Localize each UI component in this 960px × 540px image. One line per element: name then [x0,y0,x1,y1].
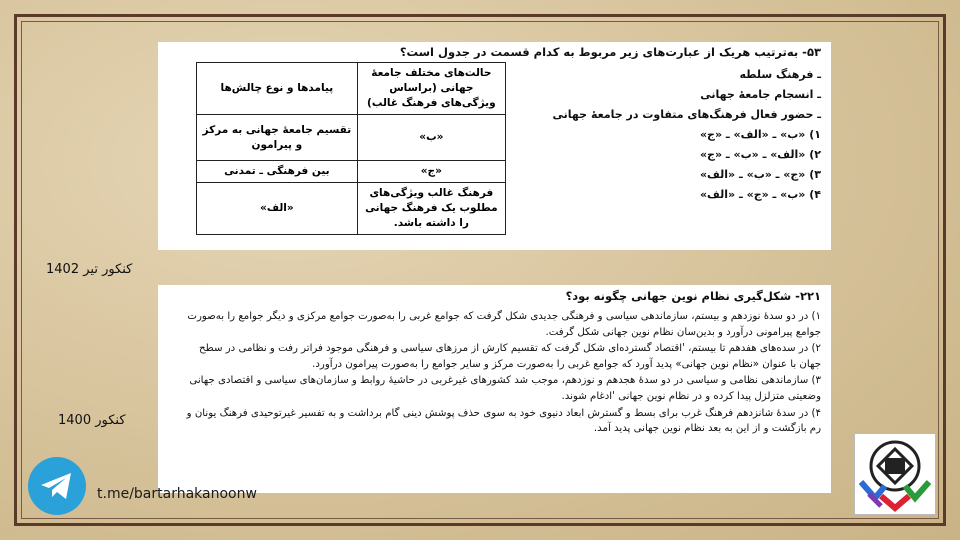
telegram-link[interactable]: t.me/bartarhakanoonw [97,486,257,502]
question-1-item: ـ حضور فعال فرهنگ‌های متفاوت در جامعهٔ جهانی [552,108,821,121]
question-2-number: ۲۲۱- [795,289,821,303]
table-cell: تقسیم جامعهٔ جهانی به مرکز و پیرامون [197,115,358,161]
table-cell: «ب» [357,115,505,161]
table-cell: بین فرهنگی ـ تمدنی [197,161,358,183]
question-2-option: ۲) در سده‌های هفدهم تا بیستم، 'اقتصاد گسترده‌ای شکل گرفت که تقسیم کارش از مرزهای سیاسی و فرهنگی موجود فراتر رفت و نظامی در سطح جهان با عنوان «نظام نوین جهانی» پدید آورد که جوامع غربی را به‌صورت مرکز و سایر جوامع را به‌صورت پیرامون درآورد. [199,343,821,370]
table-header: پیامدها و نوع چالش‌ها [197,63,358,115]
question-2-heading [566,289,821,303]
question-1-items-options [491,65,821,205]
question-1-item: ـ فرهنگ سلطه [739,68,821,81]
brand-logo-icon [854,433,936,515]
question-1-option: ۳) «ج» ـ «ب» ـ «الف» [699,168,821,181]
question-2-option: ۴) در سدهٔ شانزدهم فرهنگ غرب برای بسط و گسترش ابعاد دنیوی خود به سوی حذف پوشش دینی گام برداشت و به تفسیر غیرتوحیدی فرهنگ یونان و رم بازگشت و از این به بعد نظام نوین جهانی پدید آمد. [186,407,821,435]
question-2-options [176,309,821,438]
table-cell: «ج» [357,161,505,183]
question-2-option: ۱) در دو سدهٔ نوزدهم و بیستم، سازماندهی سیاسی و فرهنگی جدیدی شکل گرفت که جوامع غربی را به‌صورت جوامع مرکزی و دیگر جوامع را به‌صورت جوامع پیرامونی درآورد و بدین‌سان نظام نوین جهانی شکل گرفت. [187,311,821,338]
table-cell: «الف» [197,183,358,235]
question-2-card [158,285,831,493]
question-1-option: ۱) «ب» ـ «الف» ـ «ج» [699,128,821,141]
table-cell: فرهنگ غالب ویژگی‌های مطلوب یک فرهنگ جهانی را داشته باشد. [357,183,505,235]
question-2-text: شکل‌گیری نظام نوین جهانی چگونه بود؟ [565,289,792,303]
question-1-item: ـ انسجام جامعهٔ جهانی [700,88,821,101]
question-1-heading [400,45,821,59]
question-1-text: به‌ترتیب هریک از عبارت‌های زیر مربوط به کدام قسمت در جدول است؟ [399,45,799,59]
question-2-option: ۳) سازماندهی نظامی و سیاسی در دو سدهٔ هجدهم و نوزدهم، موجب شد کشورهای غیرغربی در حاشیهٔ روابط و سازمان‌های سیاسی و اقتصادی جهانی وضعیتی متزلزل پیدا کرده و در نظام نوین جهانی 'ادغام شوند. [189,375,821,402]
question-1-option: ۲) «الف» ـ «ب» ـ «ج» [699,148,821,161]
question-1-table [196,62,506,235]
question-1-card [158,42,831,250]
table-header: حالت‌های مختلف جامعهٔ جهانی (براساس ویژگی‌های فرهنگ غالب) [357,63,505,115]
question-1-number: ۵۳- [802,45,821,59]
exam-label-1402: کنکور تیر 1402 [46,262,133,277]
exam-label-1400: کنکور 1400 [58,413,126,428]
telegram-icon[interactable] [28,457,86,515]
question-1-option: ۴) «ب» ـ «ج» ـ «الف» [699,188,821,201]
